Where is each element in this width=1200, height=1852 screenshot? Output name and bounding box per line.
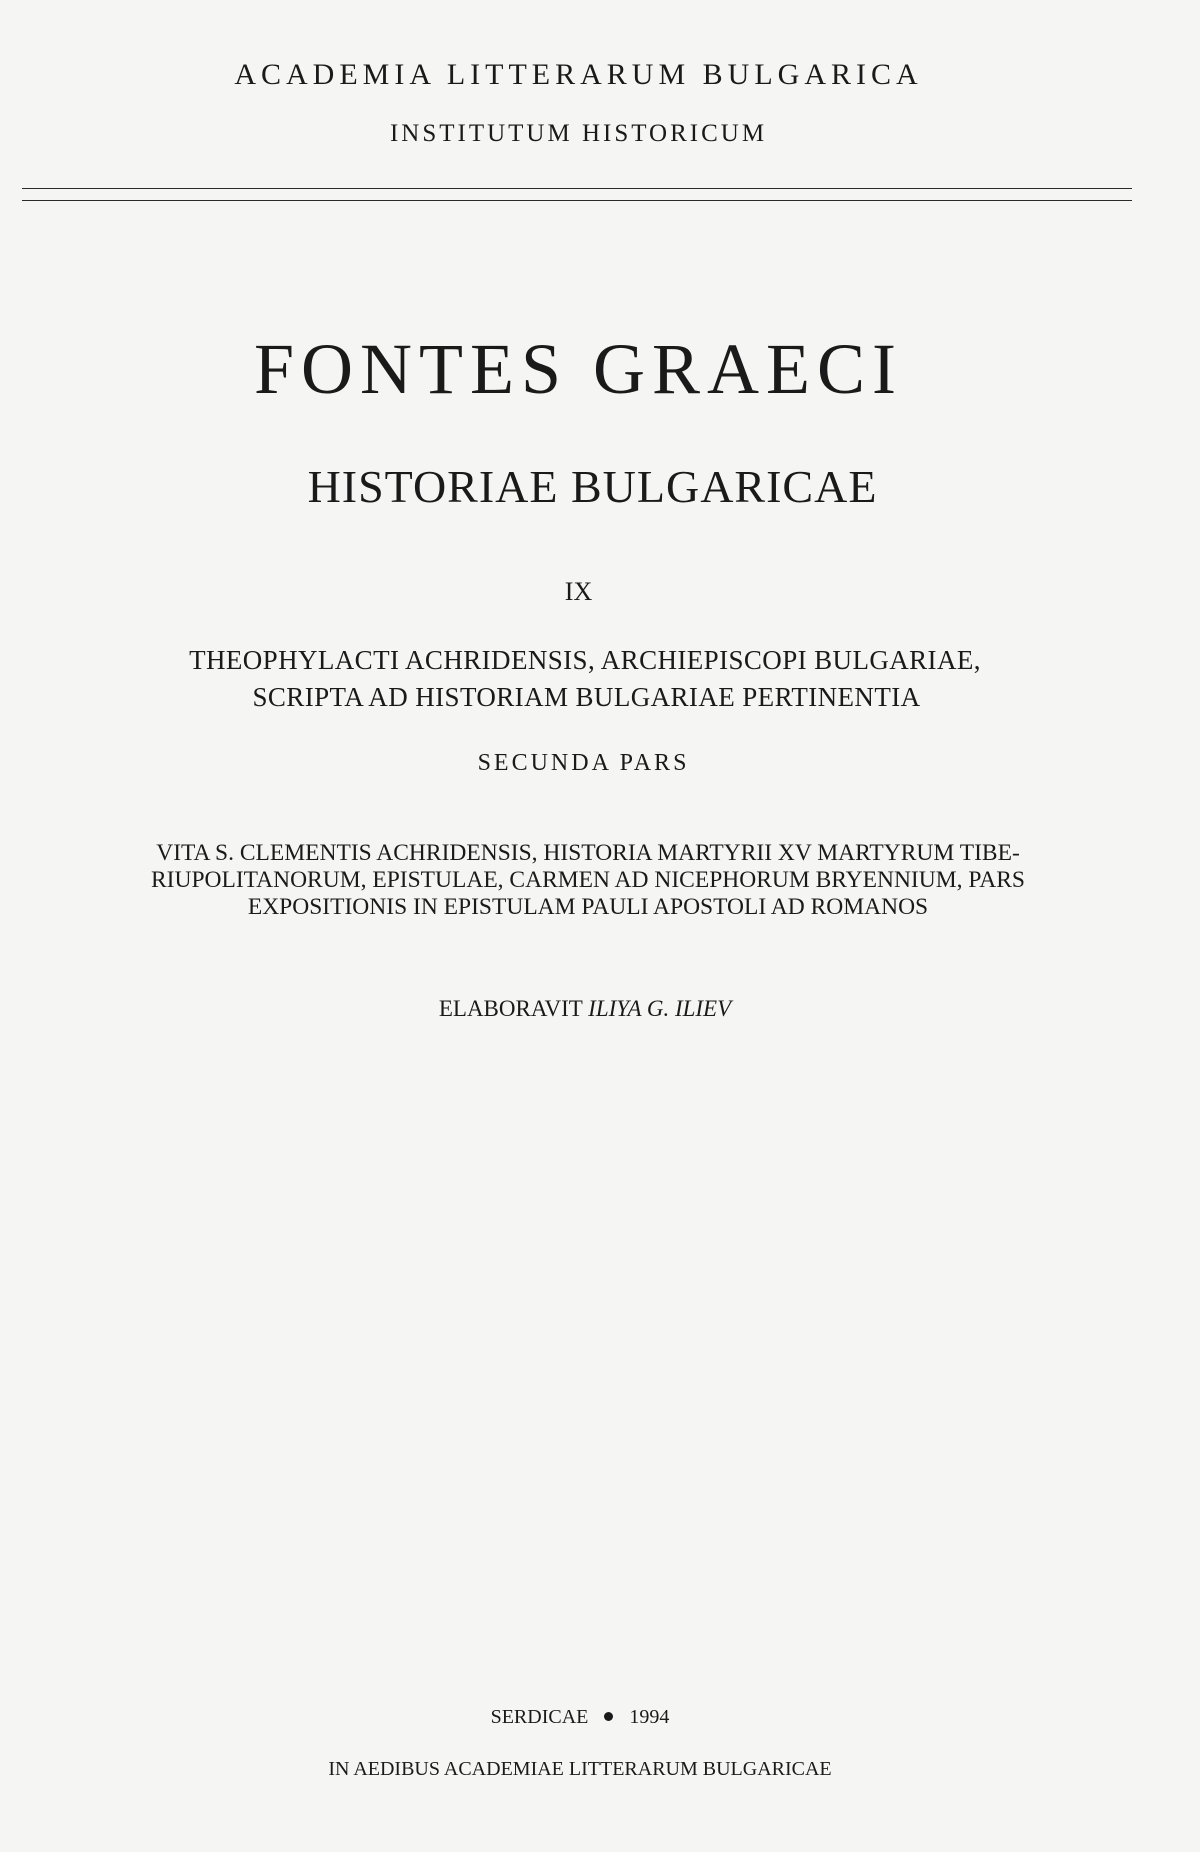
series-subtitle: HISTORIAE BULGARICAE bbox=[307, 461, 878, 512]
work-description-line-2: SCRIPTA AD HISTORIAM BULGARIAE PERTINENTIA bbox=[252, 682, 921, 712]
part-label: SECUNDA PARS bbox=[477, 750, 690, 776]
contents-list bbox=[28, 840, 1148, 921]
contents-line-3: EXPOSITIONIS IN EPISTULAM PAULI APOSTOLI AD ROMANOS bbox=[247, 894, 929, 920]
institute-name: INSTITUTUM HISTORICUM bbox=[389, 120, 768, 147]
volume-number: IX bbox=[564, 577, 593, 606]
contents-line-2: RIUPOLITANORUM, EPISTULAE, CARMEN AD NICEPHORUM BRYENNIUM, PARS bbox=[150, 867, 1026, 893]
header-rule-top bbox=[22, 188, 1132, 189]
series-title: FONTES GRAECI bbox=[253, 329, 904, 409]
header-rule-bottom bbox=[22, 200, 1132, 201]
bullet-separator bbox=[604, 1712, 613, 1721]
imprint-year: 1994 bbox=[629, 1706, 670, 1728]
work-description-line-1: THEOPHYLACTI ACHRIDENSIS, ARCHIEPISCOPI BULGARIAE, bbox=[189, 645, 981, 675]
imprint-place: SERDICAE bbox=[490, 1706, 589, 1728]
author-credit bbox=[0, 996, 1170, 1022]
author-name: ILIYA G. ILIEV bbox=[588, 996, 732, 1021]
imprint-line bbox=[0, 1706, 1160, 1729]
contents-line-1: VITA S. CLEMENTIS ACHRIDENSIS, HISTORIA MARTYRII XV MARTYRUM TIBE- bbox=[156, 840, 1020, 866]
author-label: ELABORAVIT bbox=[438, 996, 583, 1021]
academy-name: ACADEMIA LITTERARUM BULGARICA bbox=[234, 58, 923, 91]
imprint-publisher: IN AEDIBUS ACADEMIAE LITTERARUM BULGARICAE bbox=[328, 1758, 832, 1780]
